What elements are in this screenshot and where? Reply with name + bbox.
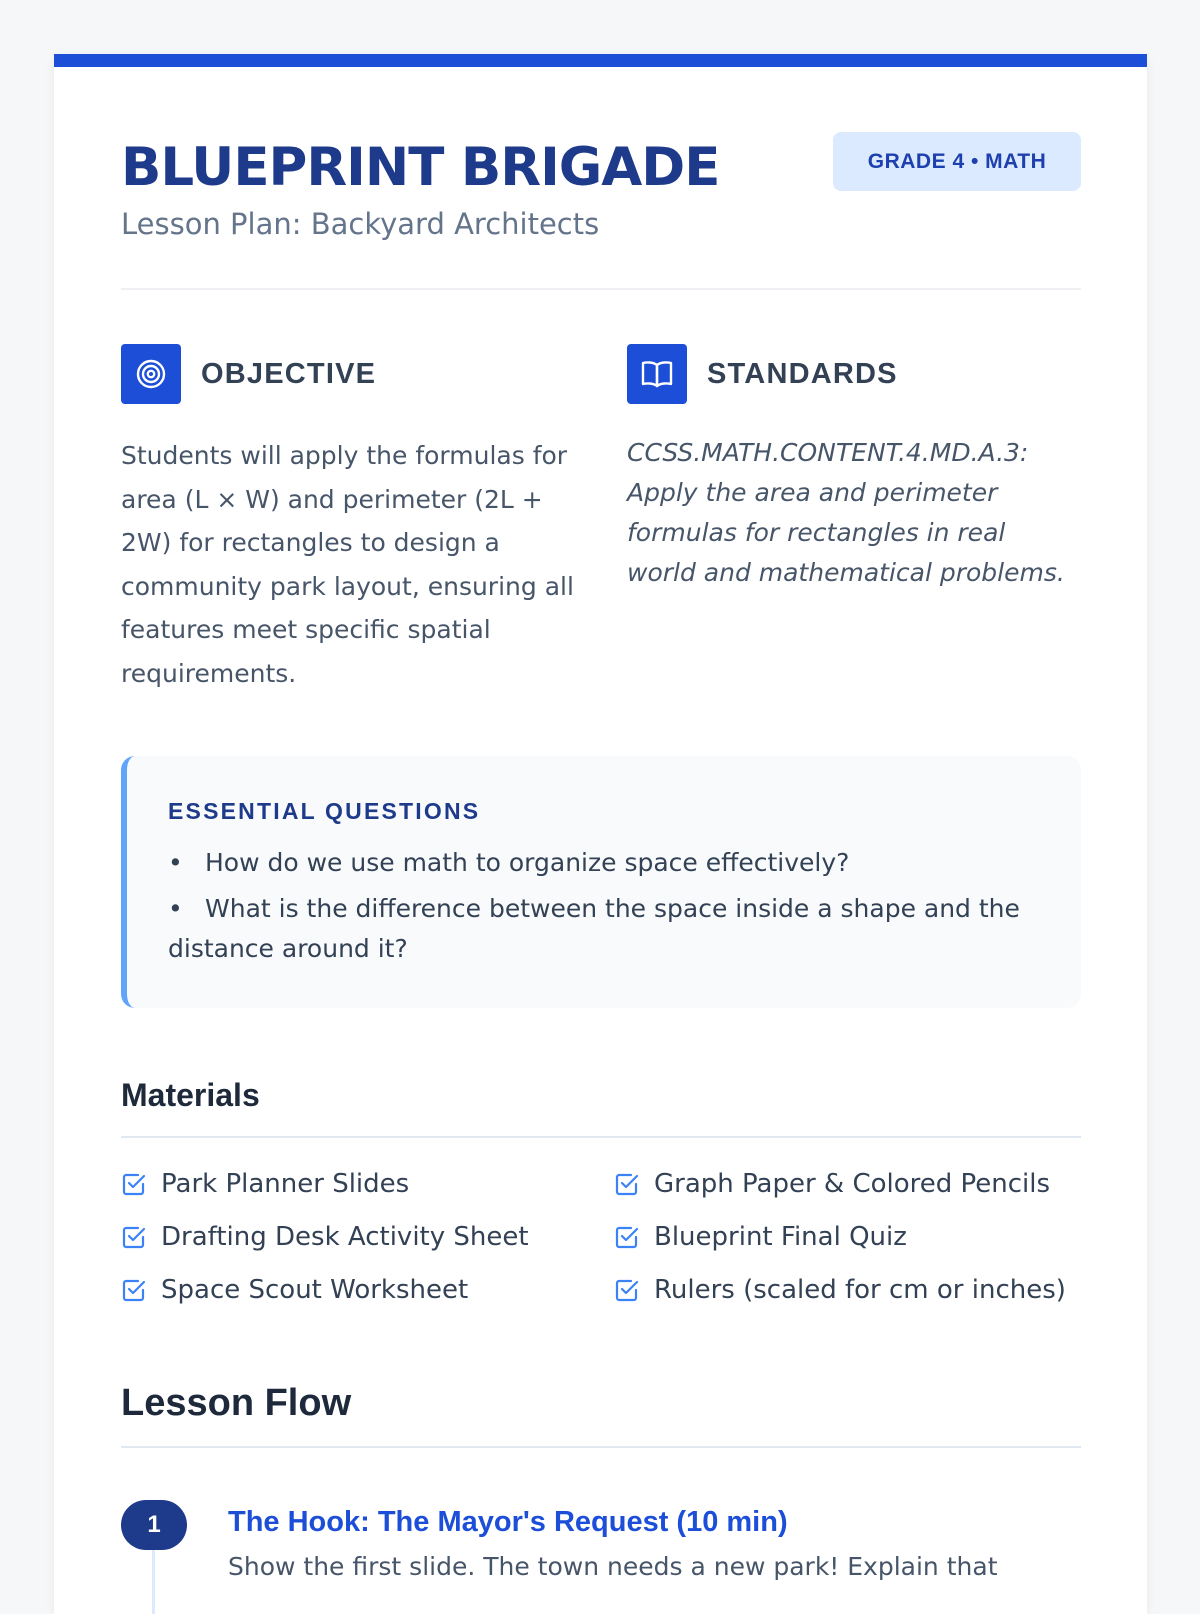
objective-title: OBJECTIVE [201, 357, 377, 390]
checkbox-checked-icon [121, 1171, 147, 1197]
list-item [121, 1217, 614, 1257]
list-item [121, 1270, 614, 1310]
accent-top-bar [54, 54, 1147, 67]
lesson-flow-divider [121, 1446, 1081, 1448]
standards-text: CCSS.MATH.CONTENT.4.MD.A.3: Apply the area and perimeter formulas for rectangles in real world and mathematical problems. [627, 438, 1065, 587]
lesson-plan-page [54, 54, 1147, 1614]
materials-divider [121, 1136, 1081, 1138]
lesson-step [121, 1500, 1081, 1614]
essential-questions-title: ESSENTIAL QUESTIONS [168, 798, 481, 824]
list-item [168, 889, 1041, 969]
material-label: Space Scout Worksheet [161, 1275, 469, 1305]
list-item [121, 1164, 614, 1204]
material-label: Park Planner Slides [161, 1169, 410, 1199]
standards-heading [627, 344, 1082, 404]
step-description: Show the first slide. The town needs a new park! Explain that [228, 1552, 998, 1581]
question-text: What is the difference between the space inside a shape and the distance around it? [168, 894, 1020, 963]
materials-list [121, 1164, 1081, 1310]
target-icon [121, 344, 181, 404]
essential-questions-list [168, 843, 1041, 969]
header-divider [121, 288, 1081, 290]
checkbox-checked-icon [614, 1277, 640, 1303]
lesson-flow-title: Lesson Flow [121, 1382, 352, 1424]
material-label: Graph Paper & Colored Pencils [654, 1169, 1051, 1199]
list-item [614, 1270, 1081, 1310]
step-title: The Hook: The Mayor's Request (10 min) [228, 1506, 788, 1538]
list-item [614, 1217, 1081, 1257]
materials-title: Materials [121, 1077, 260, 1113]
grade-badge: GRADE 4 • MATH [833, 132, 1081, 191]
open-book-icon [627, 344, 687, 404]
page-title: BLUEPRINT BRIGADE [121, 137, 720, 198]
step-number-badge: 1 [121, 1500, 187, 1550]
page-subtitle: Lesson Plan: Backyard Architects [121, 207, 600, 241]
list-item [614, 1164, 1081, 1204]
question-text: How do we use math to organize space effectively? [205, 848, 850, 877]
essential-questions-box [121, 756, 1081, 1008]
header [121, 132, 1081, 344]
objective-text: Students will apply the formulas for area (L × W) and perimeter (2L + 2W) for rectangles to design a community park layout, ensuring all features meet specific spatial requirements. [121, 441, 574, 688]
bullet-icon: • [168, 894, 183, 923]
material-label: Blueprint Final Quiz [654, 1222, 907, 1252]
material-label: Drafting Desk Activity Sheet [161, 1222, 529, 1252]
material-label: Rulers (scaled for cm or inches) [654, 1275, 1066, 1305]
standards-title: STANDARDS [707, 357, 898, 390]
standards-section [627, 344, 1082, 593]
checkbox-checked-icon [121, 1224, 147, 1250]
objective-heading [121, 344, 581, 404]
checkbox-checked-icon [614, 1224, 640, 1250]
bullet-icon: • [168, 848, 183, 877]
timeline-connector [152, 1548, 155, 1614]
checkbox-checked-icon [121, 1277, 147, 1303]
objective-section [121, 344, 581, 695]
list-item [168, 843, 1041, 883]
checkbox-checked-icon [614, 1171, 640, 1197]
